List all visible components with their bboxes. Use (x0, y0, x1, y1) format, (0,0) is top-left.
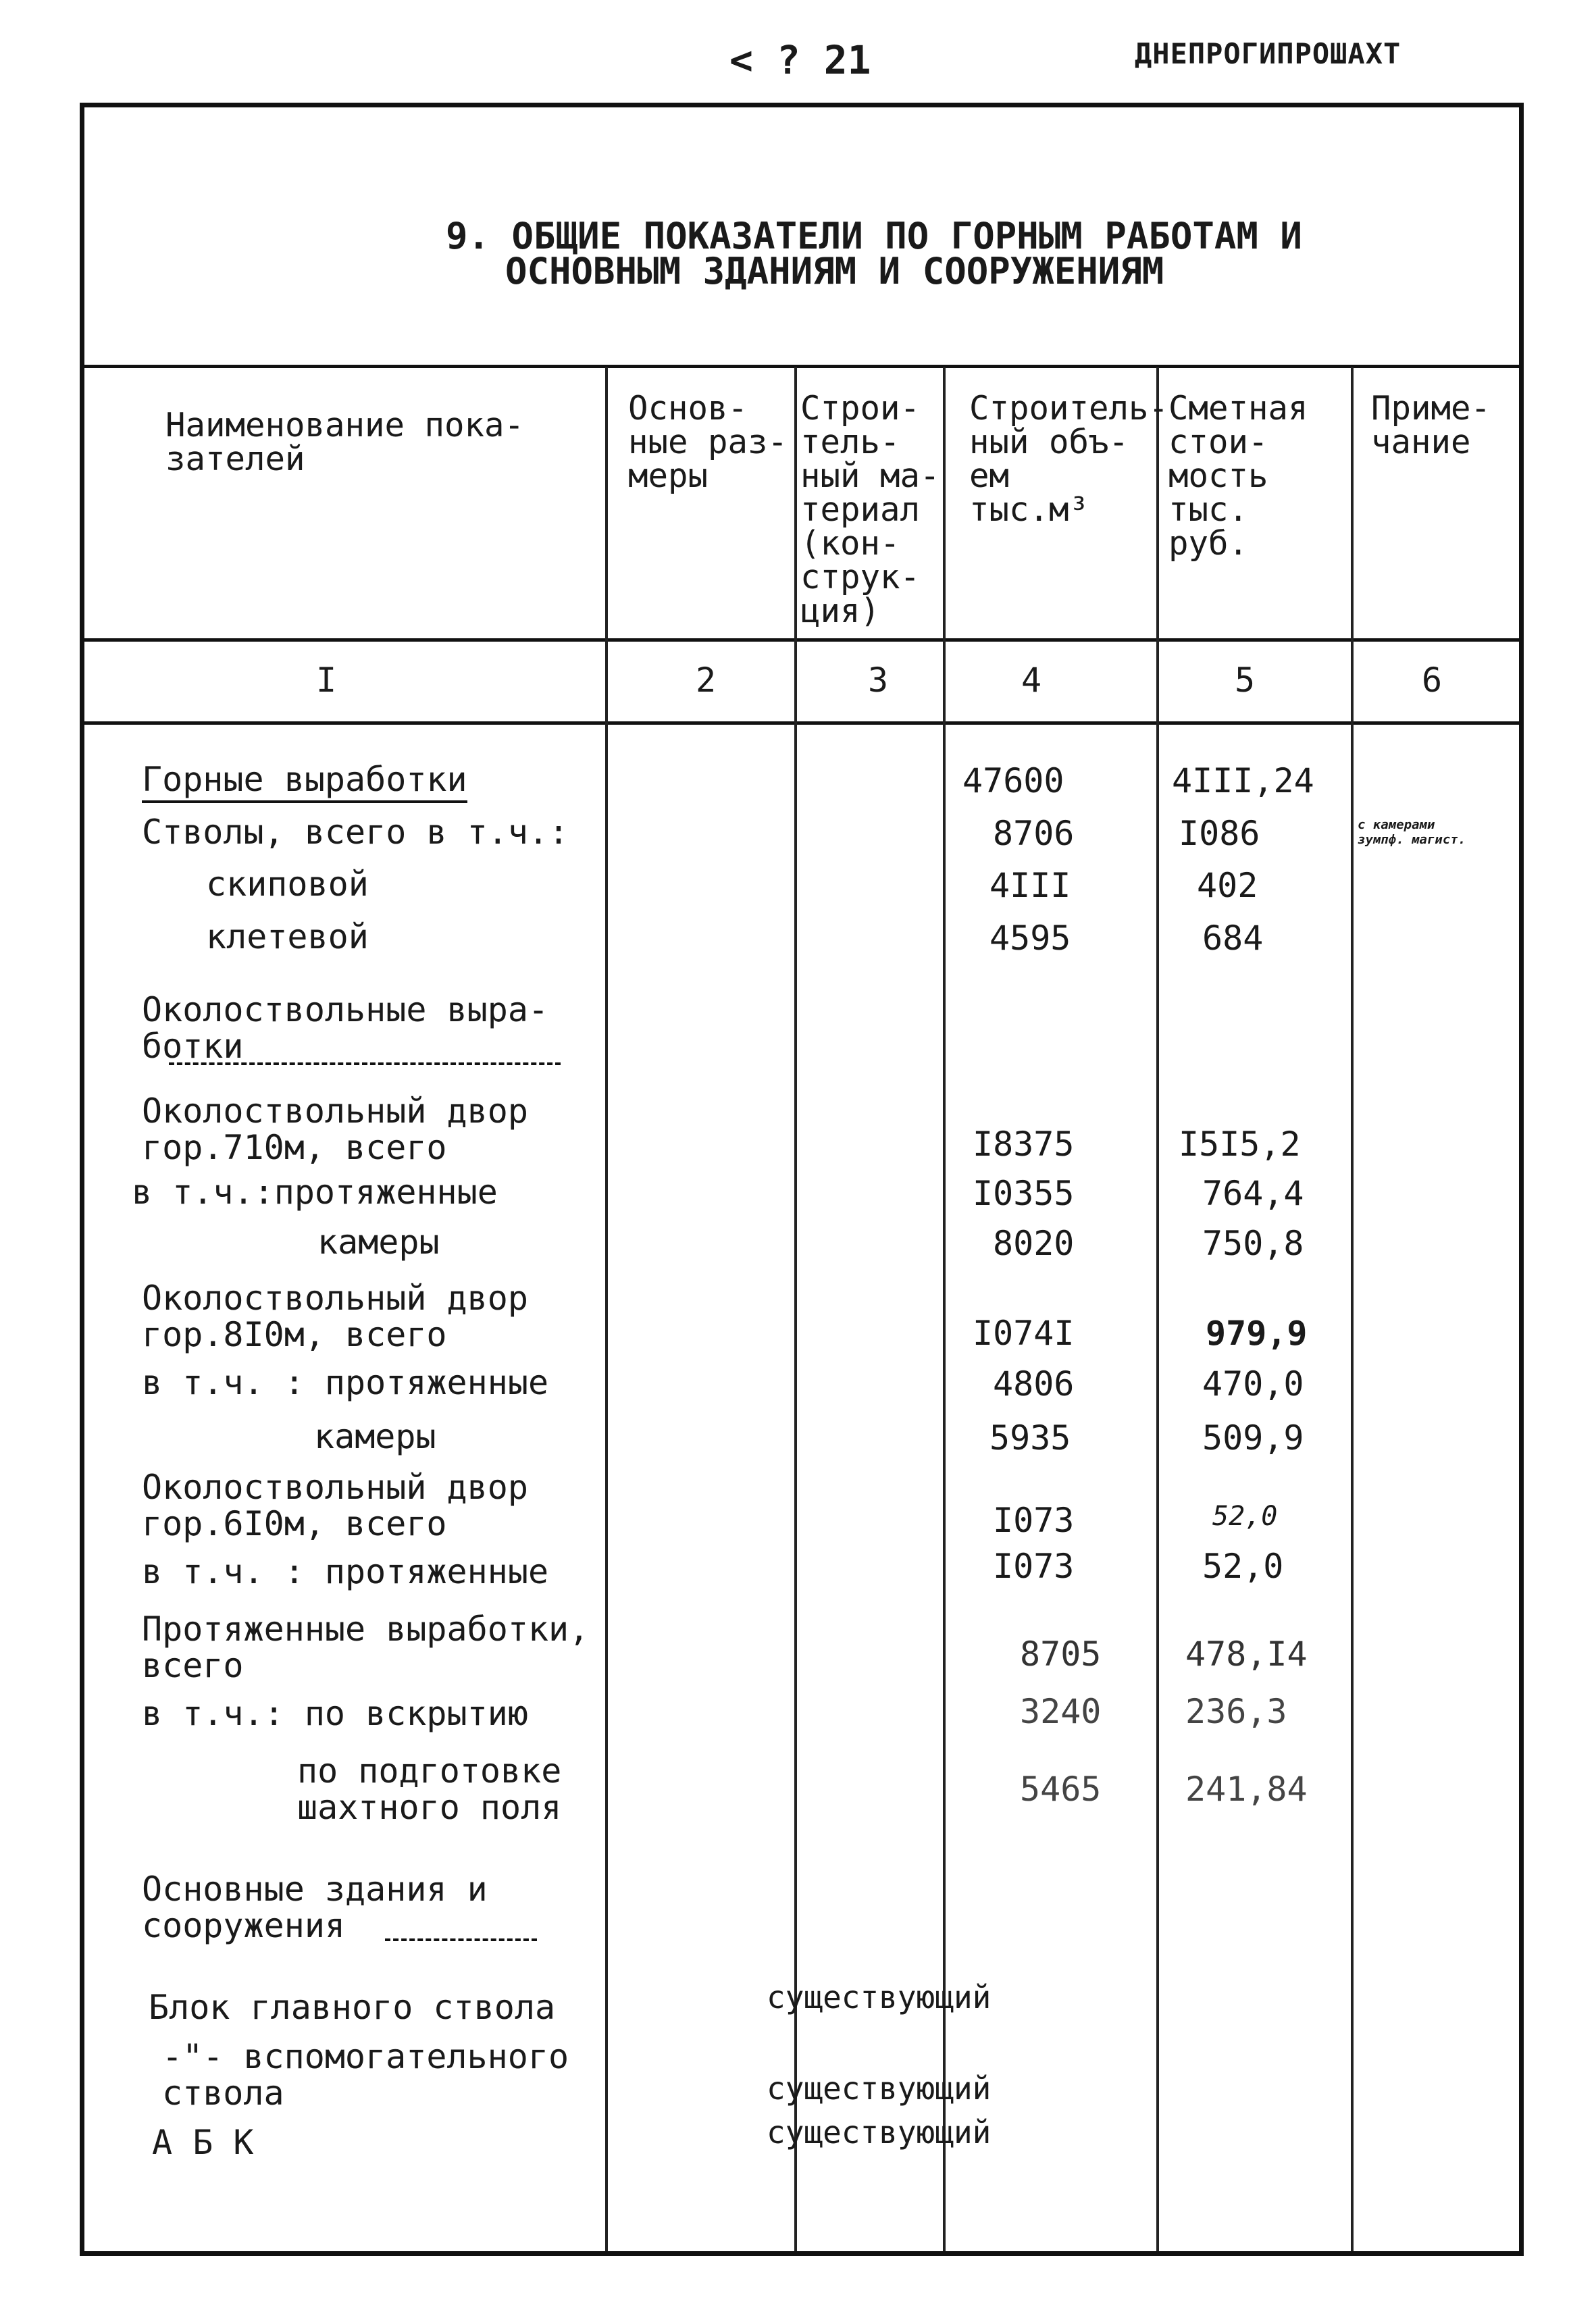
table-row-cost: 241,84 (1185, 1770, 1308, 1809)
table-row-name: Околоствольный двор гор.710м, всего (142, 1091, 528, 1167)
table-row-name: по подготовке шахтного поля (297, 1751, 562, 1827)
column-number: 4 (1021, 661, 1042, 700)
table-row-cost: 764,4 (1202, 1174, 1304, 1213)
header-note: Приме- чание (1371, 389, 1491, 461)
table-row-name: Протяженные выработки, всего (142, 1610, 590, 1685)
table-row-volume: I073 (993, 1501, 1075, 1540)
table-row-cost: 470,0 (1202, 1364, 1304, 1404)
table-row-name: Околоствольный двор гор.8I0м, всего (142, 1279, 528, 1354)
table-row-volume: I073 (993, 1547, 1075, 1586)
table-row-volume: 4III (989, 866, 1071, 905)
table-row-material: существующий (767, 2070, 992, 2107)
table-row-cost: I5I5,2 (1179, 1125, 1301, 1164)
column-divider (1351, 367, 1354, 2251)
table-row-cost: 236,3 (1185, 1692, 1287, 1731)
table-row-cost: 52,0 (1212, 1501, 1278, 1532)
table-row-material: существующий (767, 2114, 992, 2151)
table-row-name: в т.ч. : протяженные (142, 1363, 549, 1402)
column-number: I (316, 661, 337, 700)
table-row-name: Околоствольный двор гор.6I0м, всего (142, 1468, 528, 1543)
column-number: 2 (696, 661, 717, 700)
header-volume: Строитель- ный объ- ем тыс.м³ (969, 389, 1169, 529)
column-divider (943, 367, 946, 2251)
table-row-cost: 402 (1197, 866, 1258, 905)
table-row-name: Блок главного ствола (149, 1988, 556, 2027)
table-row-name: Стволы, всего в т.ч.: (142, 813, 569, 852)
table-row-volume: 4595 (989, 919, 1071, 958)
table-row-name: скиповой (206, 865, 369, 904)
table-row-cost: 4III,24 (1172, 761, 1314, 800)
section-title-line2: ОСНОВНЫМ ЗДАНИЯМ И СООРУЖЕНИЯМ (505, 250, 1164, 292)
table-row-volume: 4806 (993, 1364, 1075, 1404)
table-row-name: в т.ч.: по вскрытию (142, 1694, 528, 1733)
section-title-line1: 9. ОБЩИЕ ПОКАЗАТЕЛИ ПО ГОРНЫМ РАБОТАМ И (446, 215, 1302, 257)
table-row-cost: 979,9 (1206, 1314, 1308, 1353)
table-row-name: Околоствольные выра- ботки (142, 990, 549, 1066)
table-row-name: камеры (317, 1223, 440, 1262)
table-row-name: в т.ч.:протяженные (132, 1173, 498, 1212)
header-top-rule (80, 365, 1524, 368)
table-row-volume: 5465 (1020, 1770, 1102, 1809)
table-row-volume: 3240 (1020, 1692, 1102, 1731)
table-row-volume: 47600 (962, 761, 1064, 800)
table-row-name: в т.ч. : протяженные (142, 1552, 549, 1591)
header-dimensions: Основ- ные раз- меры (628, 389, 788, 495)
table-row-material: существующий (767, 1979, 992, 2015)
table-row-name: Горные выработки (142, 761, 467, 798)
column-number: 3 (868, 661, 889, 700)
dashed-underline (385, 1938, 537, 1941)
column-divider (794, 367, 797, 2251)
table-row-name: клетевой (206, 917, 369, 956)
table-row-volume: I074I (973, 1314, 1075, 1353)
header-bottom-rule (80, 638, 1524, 642)
table-row-cost: 509,9 (1202, 1418, 1304, 1458)
page-number: < ? 21 (729, 37, 871, 83)
table-row-name: А Б К (152, 2123, 254, 2162)
table-row-volume: I0355 (973, 1174, 1075, 1213)
table-row-cost: I086 (1179, 814, 1260, 853)
handwritten-note: с камерами зумпф. магист. (1358, 817, 1466, 847)
table-row-volume: 5935 (989, 1418, 1071, 1458)
column-number: 5 (1235, 661, 1256, 700)
table-row-name: камеры (314, 1417, 436, 1456)
column-divider (605, 367, 608, 2251)
table-row-cost: 478,I4 (1185, 1635, 1308, 1674)
table-row-name: Основные здания и сооружения (142, 1870, 488, 1945)
organization-stamp: ДНЕПРОГИПРОШАХТ (1135, 37, 1401, 70)
table-row-volume: I8375 (973, 1125, 1075, 1164)
colnum-bottom-rule (80, 721, 1524, 725)
header-cost: Сметная стои- мость тыс. руб. (1168, 389, 1308, 563)
table-row-cost: 52,0 (1202, 1547, 1284, 1586)
table-row-name: -"- вспомогательного ствола (162, 2037, 569, 2113)
table-row-cost: 750,8 (1202, 1224, 1304, 1263)
column-divider (1156, 367, 1159, 2251)
header-material: Строи- тель- ный ма- териал (кон- струк- ция) (800, 389, 940, 630)
table-row-volume: 8705 (1020, 1635, 1102, 1674)
dashed-underline (169, 1062, 561, 1065)
table-row-volume: 8020 (993, 1224, 1075, 1263)
header-name: Наименование пока- зателей (165, 406, 525, 478)
table-row-cost: 684 (1202, 919, 1264, 958)
column-number: 6 (1422, 661, 1443, 700)
table-row-volume: 8706 (993, 814, 1075, 853)
